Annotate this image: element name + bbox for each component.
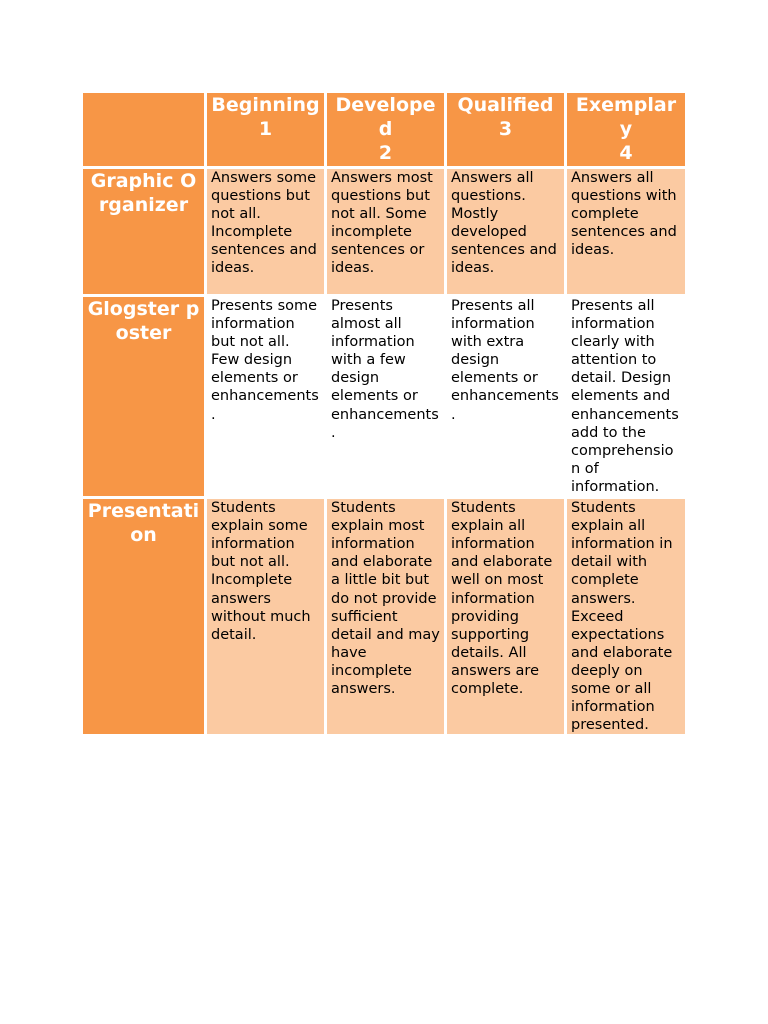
row-presentation [83,499,685,734]
rubric-cell: Students explain most information and elaborate a little bit but do not provide sufficient detail and may have incomplete answers. [327,499,444,734]
column-title: Developed [335,94,436,140]
column-score: 1 [258,118,273,140]
header-row [83,93,685,166]
rubric-cell: Answers some questions but not all. Incomplete sentences and ideas. [207,169,324,294]
row-label: Glogster poster [83,297,204,496]
row-glogster-poster [83,297,685,496]
column-score: 3 [498,118,513,140]
rubric-cell: Answers all questions with complete sentences and ideas. [567,169,685,294]
rubric-table [80,90,688,737]
column-score: 4 [619,142,633,164]
rubric-cell: Students explain all information and elaborate well on most information providing supporting details. All answers are complete. [447,499,564,734]
rubric-cell: Answers all questions. Mostly developed sentences and ideas. [447,169,564,294]
row-graphic-organizer [83,169,685,294]
header-corner-cell [83,93,204,166]
rubric-cell: Answers most questions but not all. Some incomplete sentences or ideas. [327,169,444,294]
column-title: Exemplary [575,94,677,140]
column-title: Beginning [211,94,320,116]
rubric-cell: Presents some information but not all. Few design elements or enhancements. [207,297,324,496]
rubric-cell: Presents all information clearly with attention to detail. Design elements and enhancements add to the comprehension of information. [567,297,685,496]
row-label: Presentation [83,499,204,734]
rubric-cell: Students explain some information but not all. Incomplete answers without much detail. [207,499,324,734]
column-score: 2 [378,142,393,164]
column-title: Qualified [457,94,554,116]
rubric-cell: Presents almost all information with a few design elements or enhancements. [327,297,444,496]
row-label: Graphic Organizer [83,169,204,294]
column-header-developed [327,93,444,166]
column-header-qualified [447,93,564,166]
rubric-cell: Presents all information with extra design elements or enhancements. [447,297,564,496]
column-header-beginning [207,93,324,166]
rubric-cell: Students explain all information in detail with complete answers. Exceed expectations and elaborate deeply on some or all information presented. [567,499,685,734]
column-header-exemplary [567,93,685,166]
